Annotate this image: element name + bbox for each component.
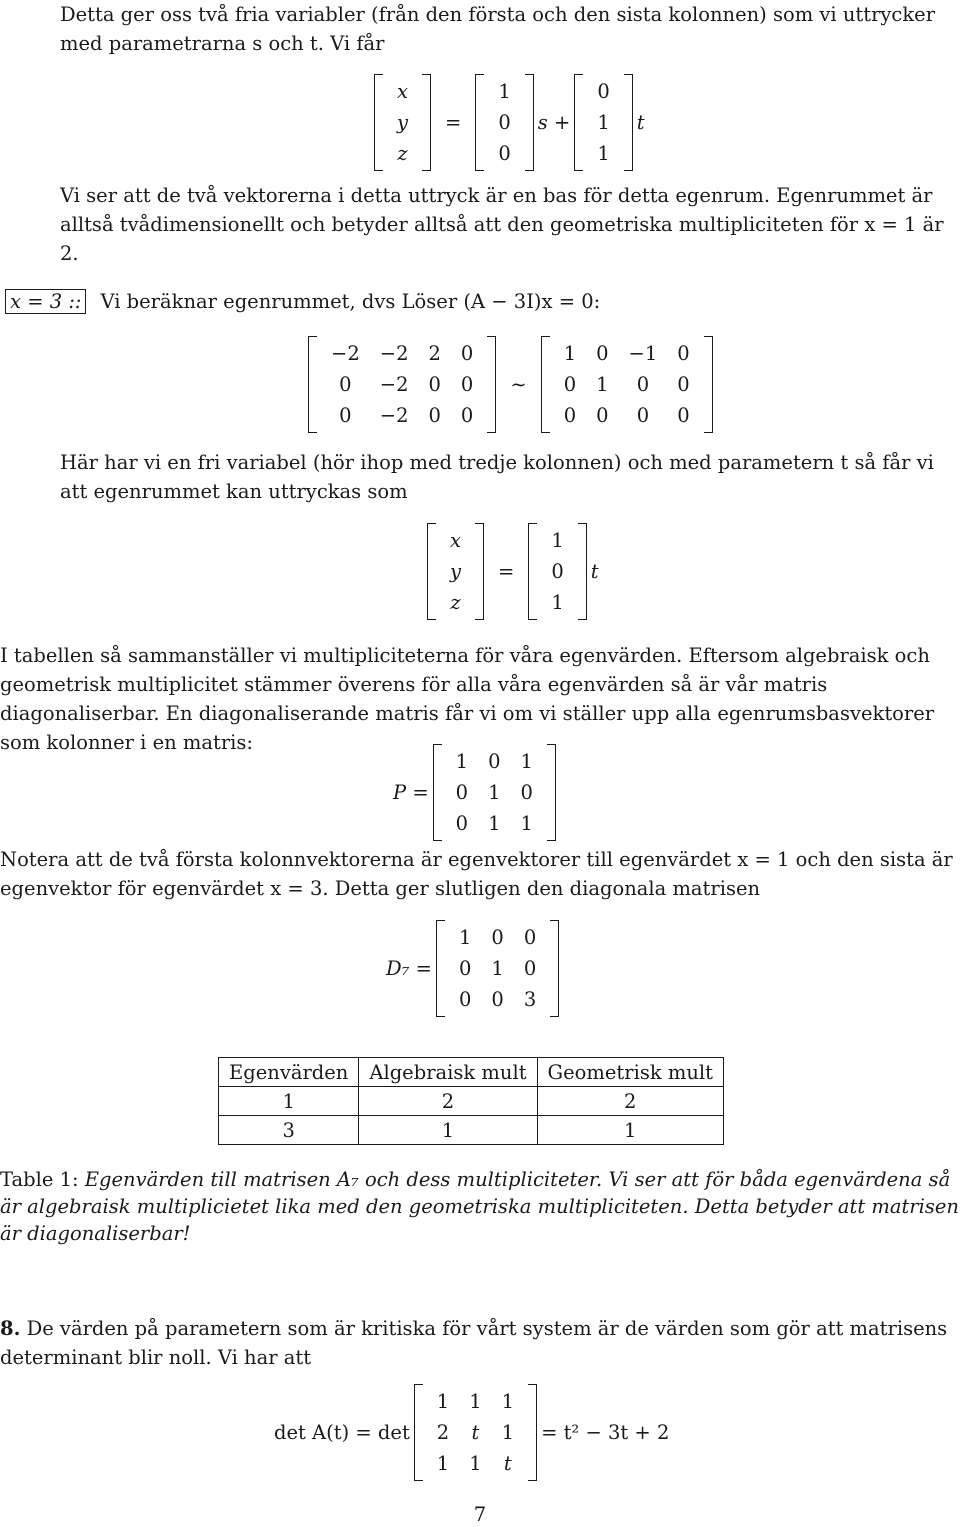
matrix-entry: 0	[488, 750, 501, 773]
matrix-entry: y	[397, 111, 409, 134]
matrix-entry: 1	[501, 1390, 515, 1413]
table-caption	[0, 1166, 960, 1247]
matrix-row	[554, 338, 700, 369]
equation-eigenspace	[423, 523, 599, 620]
table-cell: 1	[359, 1116, 537, 1145]
table-row	[219, 1116, 724, 1145]
matrix-row	[554, 400, 700, 431]
table-cell: 1	[537, 1116, 723, 1145]
matrix-row	[541, 587, 573, 618]
matrix-entry: 1	[488, 812, 501, 835]
matrix-row	[321, 400, 483, 431]
matrix-entry: 0	[460, 342, 474, 365]
matrix-entry: 1	[436, 1390, 450, 1413]
matrix-entry: 1	[459, 926, 472, 949]
matrix-entry: 1	[551, 529, 564, 552]
matrix-entry: 1	[563, 342, 577, 365]
table-row	[219, 1087, 724, 1116]
matrix-entry: 0	[523, 926, 537, 949]
matrix-entry: 2	[436, 1421, 450, 1444]
row-reduction	[304, 336, 717, 433]
table-header: Egenvärden	[219, 1058, 359, 1087]
matrix-row	[387, 107, 418, 138]
det-lhs: det A(t) = det	[274, 1421, 410, 1444]
matrix-entry: −2	[379, 373, 409, 396]
matrix-entry: 0	[563, 373, 577, 396]
matrix-entry: 1	[597, 142, 610, 165]
table-cell: 1	[219, 1087, 359, 1116]
matrix-p	[433, 744, 556, 841]
matrix-entry: 0	[460, 404, 474, 427]
case-x3-line	[5, 287, 905, 316]
matrix-entry: −2	[379, 342, 409, 365]
matrix-row	[449, 953, 546, 984]
matrix-entry: 2	[428, 342, 441, 365]
matrix-entry: 0	[339, 373, 352, 396]
caption-label: Table 1:	[0, 1168, 79, 1191]
matrix-a-t	[414, 1384, 537, 1481]
matrix-entry: 0	[455, 781, 469, 804]
matrix-entry: 0	[460, 373, 474, 396]
matrix-entry: t	[471, 1421, 480, 1444]
matrix-row	[440, 587, 471, 618]
matrix-row	[446, 777, 543, 808]
matrix-row	[321, 369, 483, 400]
vector-xyz	[374, 74, 431, 171]
matrix-entry: 1	[491, 957, 504, 980]
matrix-entry: 0	[491, 988, 504, 1011]
det-rhs: = t² − 3t + 2	[541, 1421, 670, 1444]
paragraph-basis: Vi ser att de två vektorerna i detta uttryck är en bas för detta egenrum. Egenrummet är alltså tvådimensionellt och betyder alltså att den geometriska multipliciteten för x = 1 är 2.	[60, 184, 944, 265]
matrix-entry: 0	[597, 80, 610, 103]
matrix-entry: 0	[498, 142, 511, 165]
matrix-entry: z	[397, 142, 408, 165]
matrix-entry: 0	[455, 812, 469, 835]
matrix-entry: 3	[523, 988, 537, 1011]
table-header: Geometrisk mult	[537, 1058, 723, 1087]
table-header: Algebraisk mult	[359, 1058, 537, 1087]
matrix-row	[488, 76, 520, 107]
matrix-entry: 0	[636, 404, 650, 427]
d-label: D₇ =	[386, 957, 432, 980]
table-cell: 3	[219, 1116, 359, 1145]
param-t: t	[636, 111, 645, 134]
determinant-equation	[274, 1384, 669, 1481]
page-number: 7	[473, 1503, 487, 1526]
matrix-row	[541, 525, 573, 556]
matrix-entry: 1	[520, 812, 533, 835]
table-header-row	[219, 1058, 724, 1087]
p-label: P =	[393, 781, 429, 804]
matrix-row	[488, 138, 520, 169]
matrix-entry: 0	[551, 560, 564, 583]
matrix-entry: −2	[379, 404, 409, 427]
matrix-row	[446, 746, 543, 777]
matrix-entry: 0	[596, 342, 609, 365]
matrix-entry: 0	[491, 926, 504, 949]
tilde-sign: ∼	[510, 373, 527, 396]
multiplicity-table	[218, 1057, 724, 1145]
case-text: Vi beräknar egenrummet, dvs Löser (A − 3I)x = 0:	[100, 290, 601, 313]
matrix-d	[436, 920, 559, 1017]
vector-t-2	[528, 523, 586, 620]
matrix-entry: 0	[596, 404, 609, 427]
matrix-entry: 1	[520, 750, 533, 773]
equals-sign-2: =	[498, 560, 515, 583]
matrix-entry: 1	[596, 373, 609, 396]
matrix-d-equation	[386, 920, 563, 1017]
matrix-p-equation	[393, 744, 560, 841]
matrix-row	[449, 922, 546, 953]
matrix-row	[440, 525, 471, 556]
matrix-row	[541, 556, 573, 587]
equation-parametric	[370, 74, 645, 171]
param-s: s +	[537, 111, 571, 134]
matrix-entry: y	[450, 560, 462, 583]
matrix-row	[488, 107, 520, 138]
matrix-entry: 1	[469, 1390, 482, 1413]
matrix-entry: 0	[520, 781, 533, 804]
paragraph-eigenvectors: Notera att de två första kolonnvektorerna är egenvektorer till egenvärdet x = 1 och den sista är egenvektor för egenvärdet x = 3. Detta ger slutligen den diagonala matrisen	[0, 848, 953, 900]
matrix-row	[440, 556, 471, 587]
matrix-entry: x	[450, 529, 462, 552]
matrix-row	[449, 984, 546, 1015]
matrix-entry: 1	[455, 750, 469, 773]
matrix-entry: −1	[628, 342, 658, 365]
vector-s	[475, 74, 533, 171]
matrix-entry: 0	[677, 373, 690, 396]
matrix-entry: 1	[551, 591, 564, 614]
matrix-entry: 1	[498, 80, 511, 103]
matrix-row	[427, 1417, 524, 1448]
case-label-box: x = 3 ::	[5, 289, 86, 314]
matrix-entry: 1	[488, 781, 501, 804]
matrix-entry: 0	[428, 373, 441, 396]
matrix-row	[387, 76, 418, 107]
matrix-entry: 1	[469, 1452, 482, 1475]
matrix-row	[446, 808, 543, 839]
matrix-entry: 1	[597, 111, 610, 134]
matrix-row	[587, 138, 619, 169]
matrix-entry: t	[503, 1452, 512, 1475]
matrix-a-minus-3i	[308, 336, 496, 433]
matrix-entry: z	[450, 591, 461, 614]
matrix-row	[587, 107, 619, 138]
paragraph-free-variable: Här har vi en fri variabel (hör ihop med tredje kolonnen) och med parametern t så får vi att egenrummet kan uttryckas som	[60, 451, 934, 503]
question-text: De värden på parametern som är kritiska för vårt system är de värden som gör att matrisens determinant blir noll. Vi har att	[0, 1317, 948, 1369]
matrix-entry: 0	[459, 988, 472, 1011]
matrix-entry: 0	[677, 342, 690, 365]
matrix-entry: 0	[428, 404, 441, 427]
matrix-entry: 0	[636, 373, 650, 396]
matrix-entry: 0	[677, 404, 690, 427]
caption-text: Egenvärden till matrisen A₇ och dess multipliciteter. Vi ser att för båda egenvärdena så är algebraisk multiplicietet lika med den geometriska multipliciteten. Detta betyder att matrisen är diagonaliserbar!	[0, 1168, 959, 1245]
matrix-entry: 0	[523, 957, 537, 980]
matrix-entry: 0	[459, 957, 472, 980]
table-cell: 2	[537, 1087, 723, 1116]
question-number: 8.	[0, 1317, 21, 1340]
matrix-row	[554, 369, 700, 400]
paragraph-diagonalizable: I tabellen så sammanställer vi multipliciteterna för våra egenvärden. Eftersom algebraisk och geometrisk multiplicitet stämmer överens för alla våra egenvärden så är vår matris diagonaliserbar. En diagonaliserande matris får vi om vi ställer upp alla egenrumsbasvektorer som kolonner i en matris:	[0, 644, 935, 754]
table-cell: 2	[359, 1087, 537, 1116]
matrix-row	[427, 1448, 524, 1479]
paragraph-intro: Detta ger oss två fria variabler (från den första och den sista kolonnen) som vi uttrycker med parametrarna s och t. Vi får	[60, 3, 936, 55]
vector-t	[574, 74, 632, 171]
matrix-row	[427, 1386, 524, 1417]
matrix-entry: 0	[563, 404, 577, 427]
matrix-entry: −2	[331, 342, 360, 365]
matrix-row	[321, 338, 483, 369]
matrix-entry: 1	[436, 1452, 450, 1475]
matrix-row	[587, 76, 619, 107]
matrix-entry: 0	[339, 404, 352, 427]
matrix-entry: 1	[501, 1421, 515, 1444]
equals-sign: =	[445, 111, 462, 134]
param-t-2: t	[590, 560, 599, 583]
matrix-entry: x	[397, 80, 409, 103]
matrix-row	[387, 138, 418, 169]
vector-xyz-2	[427, 523, 484, 620]
question-8	[0, 1314, 960, 1372]
matrix-reduced	[541, 336, 713, 433]
matrix-entry: 0	[498, 111, 511, 134]
